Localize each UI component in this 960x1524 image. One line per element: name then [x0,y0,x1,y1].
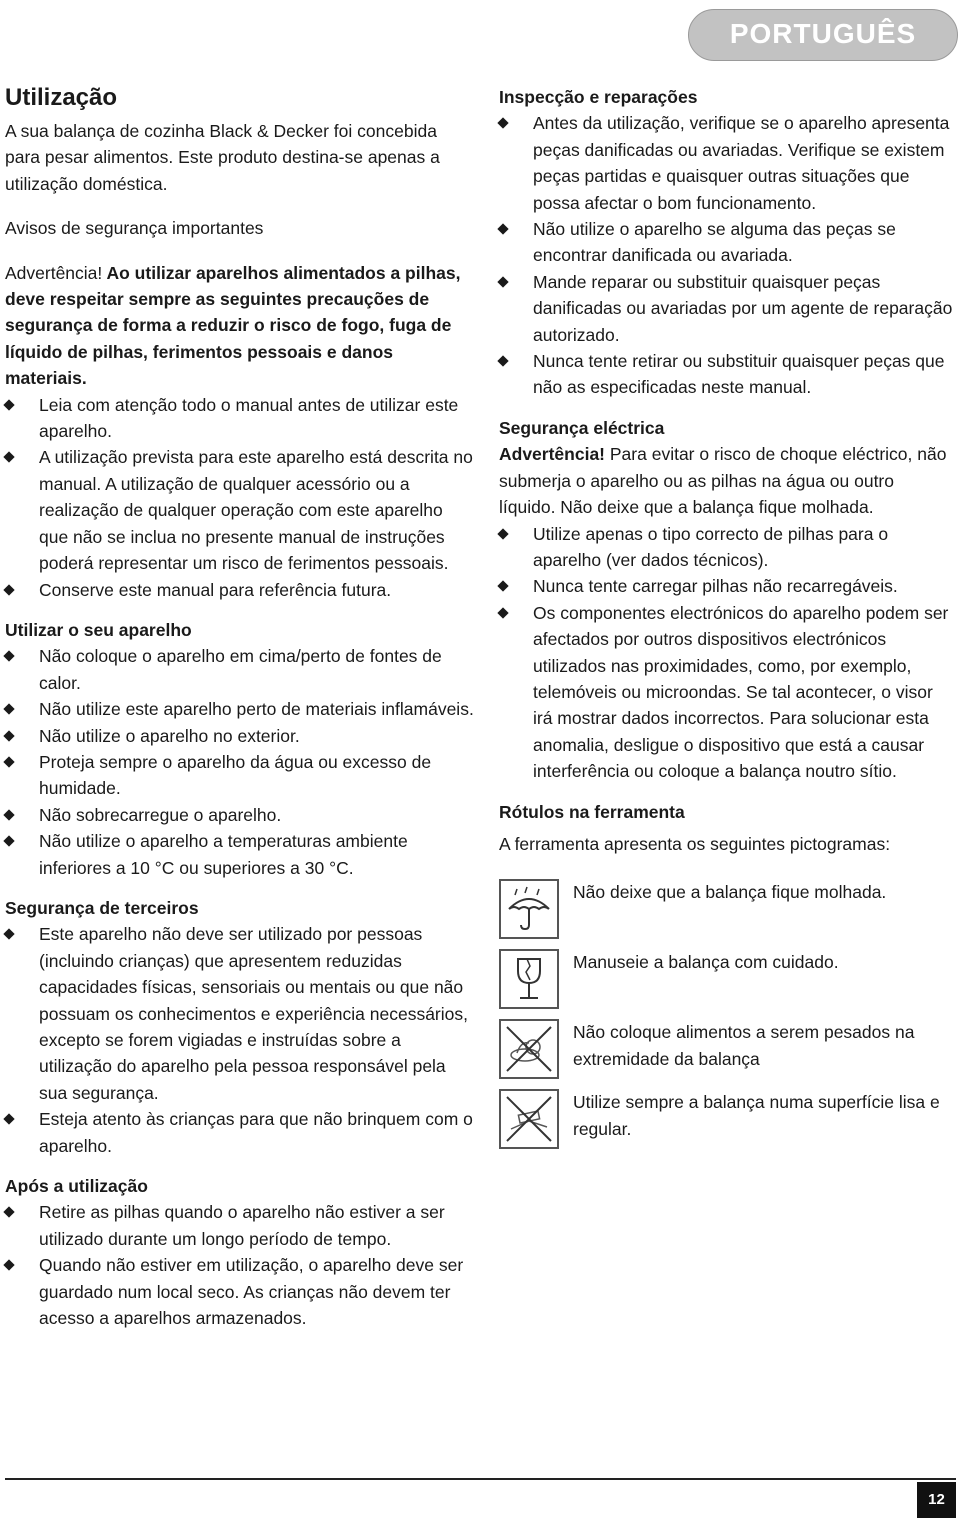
list-item-text: Esteja atento às crianças para que não brinquem com o aparelho. [39,1109,473,1156]
list-item [5,1106,475,1159]
list-item-text: Mande reparar ou substituir quaisquer peças danificadas ou avariadas por um agente de reparação autorizado. [533,271,953,345]
list-item-text: Nunca tente retirar ou substituir quaisquer peças que não as especificadas neste manual. [533,351,945,398]
list-item [499,600,955,785]
list-item-text: Retire as pilhas quando o aparelho não estiver a ser utilizado durante um longo período de tempo. [39,1202,445,1249]
intro-paragraph: A sua balança de cozinha Black & Decker foi concebida para pesar alimentos. Este produto destina-se apenas a utilização doméstica. [5,121,440,194]
left-column [5,82,475,1331]
list-item-text: Antes da utilização, verifique se o aparelho apresenta peças danificadas ou avariadas. Verifique se existem peças partidas e quaisquer outras situações que possa afectar o bom funcionamento. [533,113,950,213]
labels-intro: A ferramenta apresenta os seguintes pictogramas: [499,833,891,854]
after-use-heading: Após a utilização [5,1176,148,1197]
bullet-diamond-icon [497,118,508,129]
bullet-diamond-icon [497,528,508,539]
use-heading: Utilizar o seu aparelho [5,619,192,640]
bullet-diamond-icon [3,584,14,595]
list-item [5,444,475,576]
electrical-list [499,521,955,785]
list-item-text: Conserve este manual para referência futura. [39,579,392,600]
pictogram-row [499,1019,955,1089]
list-item [499,269,955,348]
list-item-text: Quando não estiver em utilização, o aparelho deve ser guardado num local seco. As crianças não devem ter acesso a aparelhos armazenados. [39,1255,464,1329]
list-item-text: Os componentes electrónicos do aparelho podem ser afectados por outros dispositivos electrónicos utilizados nas proximidades, como, por exemplo, telemóveis ou microondas. Se tal acontecer, o visor irá mostrar dados incorrectos. Para solucionar esta anomalia, desligue o dispositivo que está a causar interferência ou coloque a balança noutro sítio. [533,602,949,782]
list-item-text: Não utilize o aparelho se alguma das peças se encontrar danificada ou avariada. [533,219,896,266]
bullet-diamond-icon [3,651,14,662]
warning-text: Ao utilizar aparelhos alimentados a pilhas, deve respeitar sempre as seguintes precauções de segurança de forma a reduzir o risco de fogo, fuga de líquido de pilhas, ferimentos pessoais e danos materiais. [5,262,461,389]
list-item-text: Não utilize este aparelho perto de materiais inflamáveis. [39,699,474,720]
list-item [5,723,475,749]
list-item-text: Nunca tente carregar pilhas não recarregáveis. [533,576,898,597]
list-item [5,643,475,696]
list-item [5,392,475,445]
list-item-text: Não utilize o aparelho no exterior. [39,725,300,746]
list-item [499,573,955,599]
bullet-diamond-icon [497,355,508,366]
list-item [499,521,955,574]
bullet-diamond-icon [3,835,14,846]
bullet-diamond-icon [497,581,508,592]
safety-heading: Avisos de segurança importantes [5,218,264,239]
bullet-diamond-icon [3,1114,14,1125]
list-item [499,348,955,401]
list-item [5,696,475,722]
bullet-diamond-icon [3,730,14,741]
fragile-glass-icon [499,949,559,1009]
use-list [5,643,475,881]
bullet-diamond-icon [3,1260,14,1271]
list-item-text: Utilize apenas o tipo correcto de pilhas para o aparelho (ver dados técnicos). [533,523,889,570]
pictogram-row [499,949,955,1019]
list-item [5,802,475,828]
bullet-diamond-icon [3,1207,14,1218]
electrical-warning [499,441,955,520]
umbrella-icon [499,879,559,939]
list-item-text: Não utilize o aparelho a temperaturas ambiente inferiores a 10 °C ou superiores a 30 °C. [39,831,408,878]
pictogram-text: Utilize sempre a balança numa superfície lisa e regular. [573,1092,940,1139]
bullet-diamond-icon [3,399,14,410]
list-item [5,749,475,802]
list-item-text: A utilização prevista para este aparelho está descrita no manual. A utilização de qualquer acessório ou a realização de qualquer operação com este aparelho que não se inclua no presente manual de instruções poderá representar um risco de ferimentos pessoais. [39,447,473,574]
bullet-diamond-icon [3,703,14,714]
bullet-diamond-icon [497,223,508,234]
list-item-text: Este aparelho não deve ser utilizado por pessoas (incluindo crianças) que apresentem reduzidas capacidades físicas, sensoriais ou mentais ou que não possuam os conhecimentos e experiência necessários, excepto se forem vigiadas e instruídas sobre a utilização do aparelho pela pessoa responsável pela sua segurança. [39,924,468,1103]
pictogram-row [499,879,955,949]
labels-heading: Rótulos na ferramenta [499,801,685,822]
warning-label: Advertência! [5,262,103,283]
list-item [5,1199,475,1252]
list-item-text: Não coloque o aparelho em cima/perto de fontes de calor. [39,646,442,693]
list-item-text: Leia com atenção todo o manual antes de utilizar este aparelho. [39,394,459,442]
pictogram-row [499,1089,955,1159]
inspection-list [499,110,955,400]
list-item [5,577,475,603]
list-item-text: Não sobrecarregue o aparelho. [39,804,282,825]
bullet-diamond-icon [3,756,14,767]
list-item-text: Proteja sempre o aparelho da água ou excesso de humidade. [39,751,432,799]
warning-text: Para evitar o risco de choque eléctrico, não submerja o aparelho ou as pilhas na água ou outro líquido. Não deixe que a balança fique molhada. [499,444,947,518]
after-use-list [5,1199,475,1331]
warning-paragraph [5,260,475,392]
warning-label: Advertência! [499,444,606,465]
bullet-diamond-icon [3,809,14,820]
inspection-heading: Inspecção e reparações [499,87,698,107]
page-number: 12 [917,1482,956,1518]
language-tab: PORTUGUÊS [688,9,958,61]
bullet-diamond-icon [497,607,508,618]
no-uneven-surface-icon [499,1089,559,1149]
right-column [499,84,955,1159]
pictogram-text: Não deixe que a balança fique molhada. [573,882,887,903]
list-item [5,1252,475,1331]
electrical-heading: Segurança eléctrica [499,417,665,438]
page-title: Utilização [5,84,118,111]
third-party-list [5,921,475,1159]
third-party-heading: Segurança de terceiros [5,897,199,918]
pictogram-text: Manuseie a balança com cuidado. [573,952,839,973]
pictogram-text: Não coloque alimentos a serem pesados na extremidade da balança [573,1022,915,1069]
list-item [499,216,955,269]
bullet-diamond-icon [3,452,14,463]
no-food-edge-icon [499,1019,559,1079]
bullet-diamond-icon [497,276,508,287]
list-item [5,921,475,1106]
list-item [499,110,955,216]
list-item [5,828,475,881]
bullet-diamond-icon [3,929,14,940]
footer-rule [5,1478,956,1480]
safety-list [5,392,475,603]
